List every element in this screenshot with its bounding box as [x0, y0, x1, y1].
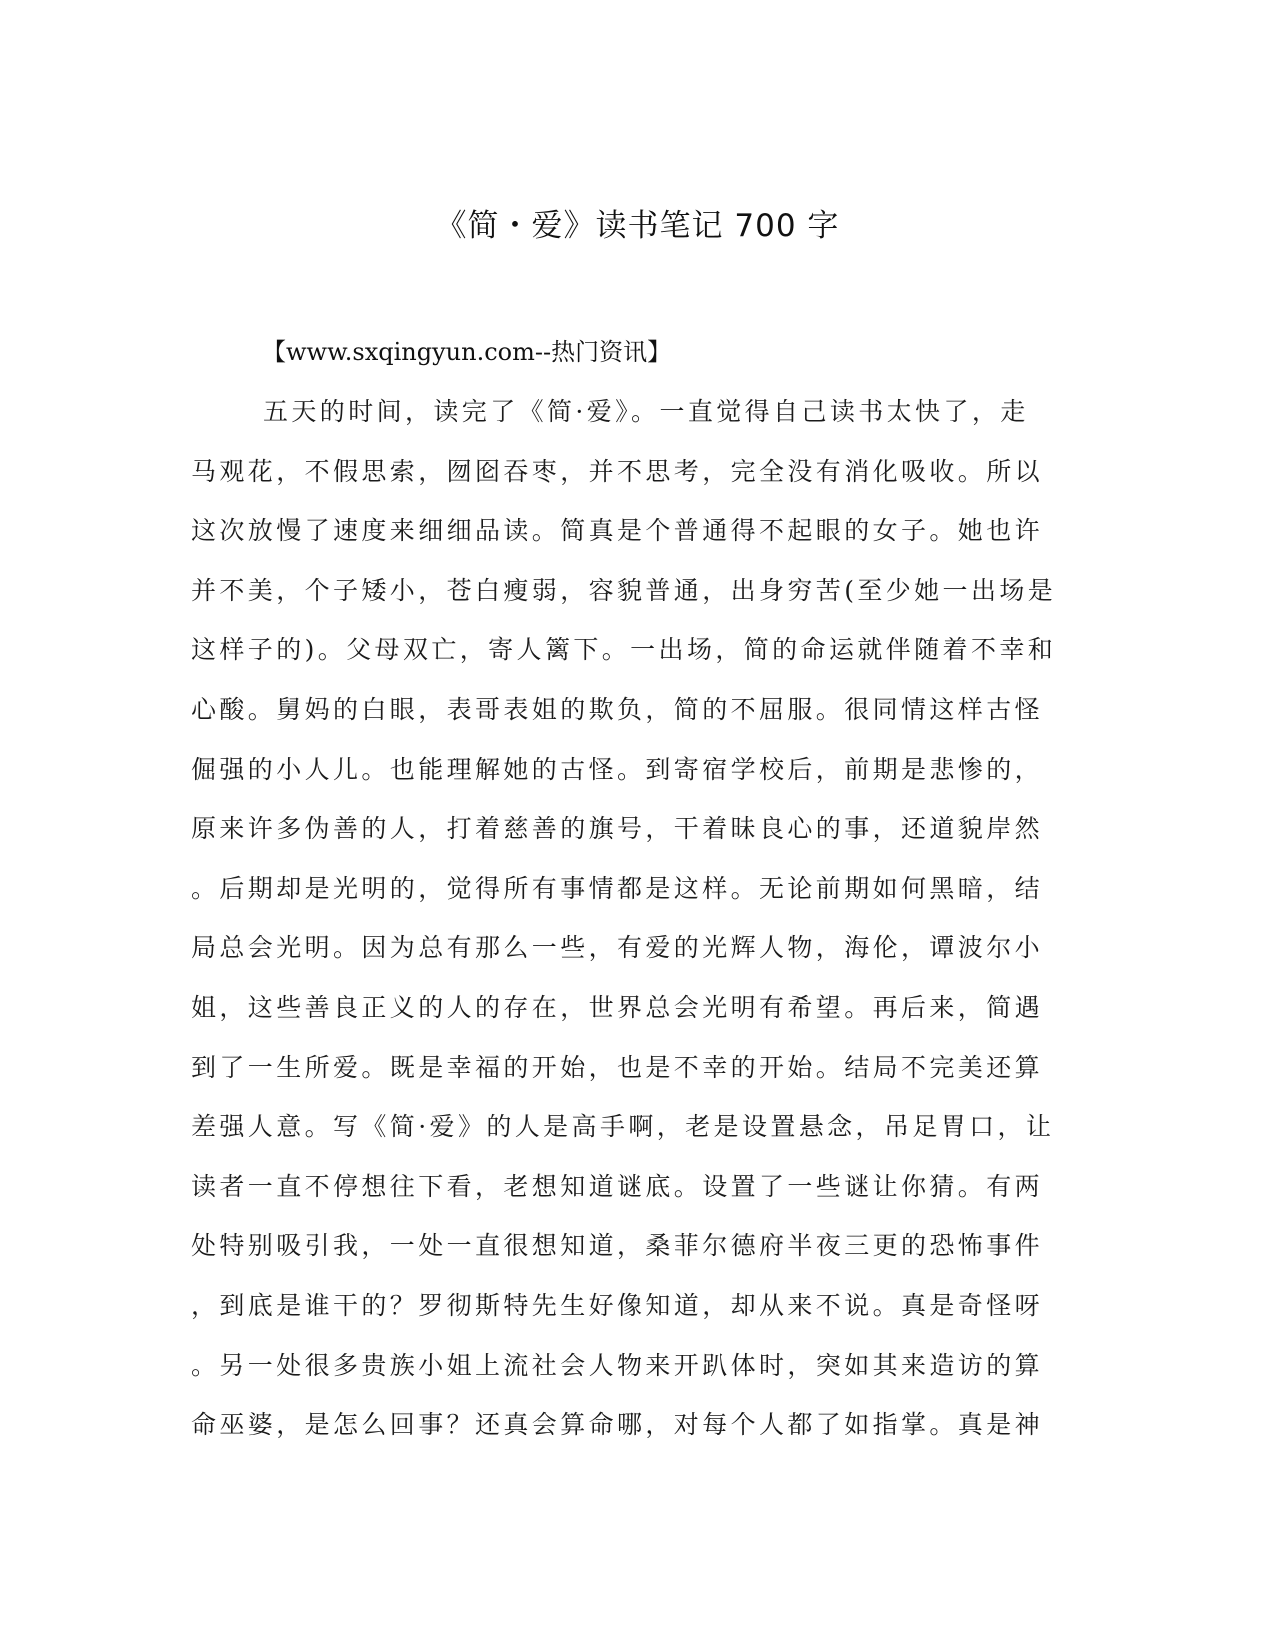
- text-line: 局总会光明。因为总有那么一些，有爱的光辉人物，海伦，谭波尔小: [191, 933, 1044, 963]
- text-line: 心酸。舅妈的白眼，表哥表姐的欺负，简的不屈服。很同情这样古怪: [191, 694, 1044, 724]
- text-line: 到了一生所爱。既是幸福的开始，也是不幸的开始。结局不完美还算: [191, 1052, 1044, 1082]
- document-title: 《简・爱》读书笔记 700 字: [435, 208, 840, 244]
- text-line: 姐，这些善良正义的人的存在，世界总会光明有希望。再后来，简遇: [191, 992, 1044, 1022]
- text-line: 这样子的)。父母双亡，寄人篱下。一出场，简的命运就伴随着不幸和: [191, 635, 1057, 665]
- text-line: 马观花，不假思索，囫囵吞枣，并不思考，完全没有消化吸收。所以: [191, 456, 1044, 486]
- text-line: 原来许多伪善的人，打着慈善的旗号，干着昧良心的事，还道貌岸然: [191, 814, 1044, 844]
- text-line: 读者一直不停想往下看，老想知道谜底。设置了一些谜让你猜。有两: [191, 1171, 1044, 1201]
- text-line: 并不美，个子矮小，苍白瘦弱，容貌普通，出身穷苦(至少她一出场是: [191, 575, 1057, 605]
- text-line: 差强人意。写《简·爱》的人是高手啊，老是设置悬念，吊足胃口，让: [191, 1112, 1055, 1142]
- text-line: ，到底是谁干的？罗彻斯特先生好像知道，却从来不说。真是奇怪呀: [191, 1290, 1044, 1320]
- text-line: 。另一处很多贵族小姐上流社会人物来开趴体时，突如其来造访的算: [191, 1350, 1044, 1380]
- body-paragraph: [191, 392, 1091, 1465]
- text-line: 命巫婆，是怎么回事？还真会算命哪，对每个人都了如指掌。真是神: [191, 1410, 1044, 1440]
- text-line: 五天的时间，读完了《简·爱》。一直觉得自己读书太快了，走: [263, 397, 1029, 426]
- text-line: 这次放慢了速度来细细品读。简真是个普通得不起眼的女子。她也许: [191, 516, 1044, 546]
- text-line: 倔强的小人儿。也能理解她的古怪。到寄宿学校后，前期是悲惨的，: [191, 754, 1044, 784]
- text-line: 。后期却是光明的，觉得所有事情都是这样。无论前期如何黑暗，结: [191, 873, 1044, 903]
- text-line: 处特别吸引我，一处一直很想知道，桑菲尔德府半夜三更的恐怖事件: [191, 1231, 1044, 1261]
- source-line: 【www.sxqingyun.com--热门资讯】: [262, 338, 672, 366]
